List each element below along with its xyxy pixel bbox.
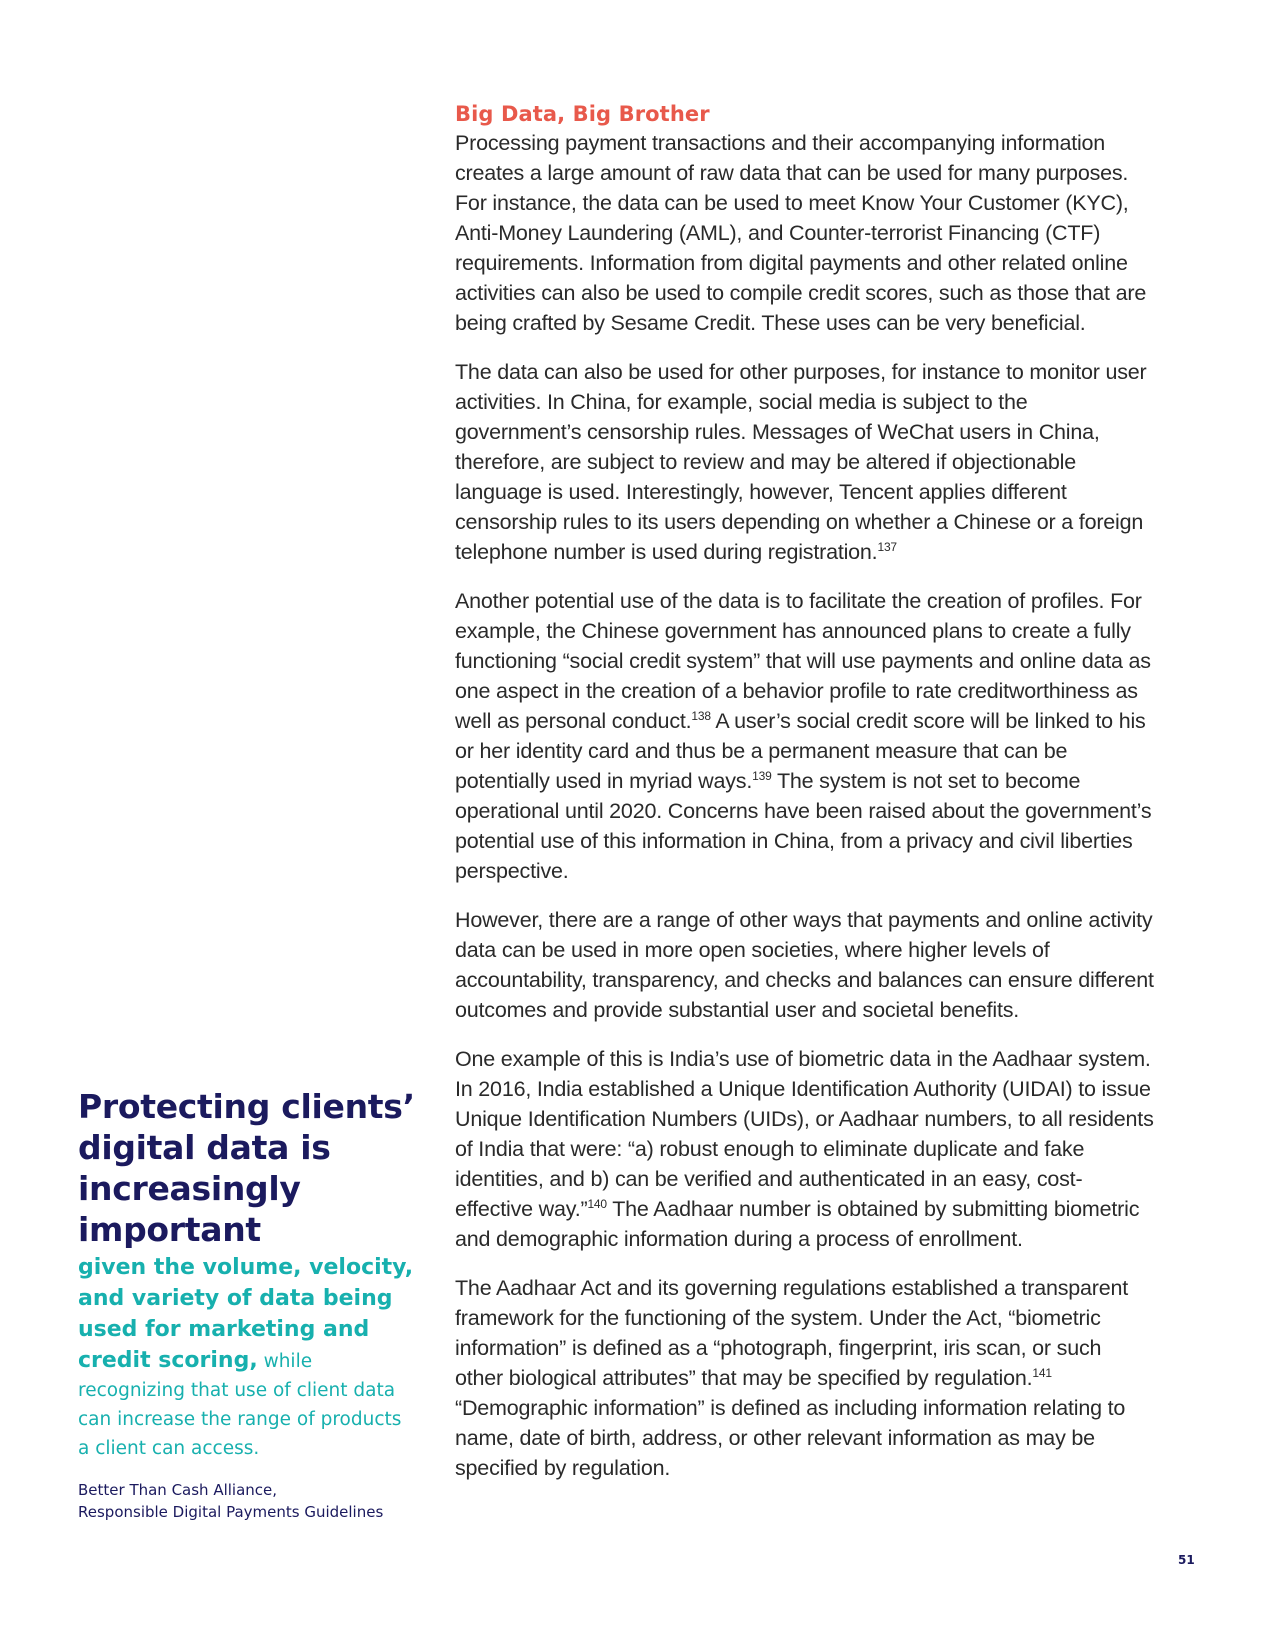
paragraph-text: Processing payment transactions and their accompanying information creates a large amount of raw data that can be used for many purposes. For instance, the data can be used to meet Know Your Customer (KYC), Anti-Money Laundering (AML), and Counter-terrorist Financing (CTF) requirements. Information from digital payments and other related online activities can also be used to compile credit scores, such as those that are being crafted by Sesame Credit. These uses can be very beneficial. <box>455 131 1147 335</box>
body-paragraph <box>455 586 1155 886</box>
body-paragraph <box>455 1273 1155 1483</box>
paragraph-text: One example of this is India’s use of biometric data in the Aadhaar system. In 2016, India established a Unique Identification Authority (UIDAI) to issue Unique Identification Numbers (UIDs), or Aadhaar numbers, to all residents of India that were: “a) robust enough to eliminate duplicate and fake identities, and b) can be verified and authenticated in an easy, cost-effective way.” <box>455 1047 1154 1221</box>
body-text <box>455 128 1155 1483</box>
paragraph-text: A user’s social credit score will be linked to his or her identity card and thus be a permanent measure that can be potentially used in myriad ways. <box>455 709 1146 793</box>
footnote-reference: 138 <box>691 708 711 723</box>
body-paragraph <box>455 905 1155 1025</box>
section-heading: Big Data, Big Brother <box>455 102 710 126</box>
footnote-reference: 141 <box>1032 1365 1052 1380</box>
pull-quote-attribution <box>78 1479 418 1523</box>
paragraph-text: Another potential use of the data is to facilitate the creation of profiles. For example, the Chinese government has announced plans to create a fully functioning “social credit system” that will use payments and online data as one aspect in the creation of a behavior profile to rate creditworthiness as well as personal conduct. <box>455 589 1151 733</box>
pull-quote-subtitle <box>78 1252 418 1463</box>
body-paragraph <box>455 1044 1155 1254</box>
page-number: 51 <box>1178 1553 1195 1567</box>
main-column <box>455 100 1155 1502</box>
paragraph-text: However, there are a range of other ways that payments and online activity data can be used in more open societies, where higher levels of accountability, transparency, and checks and balances can ensure different outcomes and provide substantial user and societal benefits. <box>455 908 1154 1022</box>
body-paragraph <box>455 128 1155 338</box>
attribution-source: Responsible Digital Payments Guidelines <box>78 1503 384 1521</box>
pull-quote-subtitle-bold: given the volume, velocity, and variety of data being used for marketing and credit scoring, <box>78 1255 414 1373</box>
paragraph-text: The Aadhaar number is obtained by submitting biometric and demographic information during a process of enrollment. <box>455 1197 1140 1251</box>
footnote-reference: 139 <box>752 768 772 783</box>
pull-quote <box>78 1086 418 1523</box>
body-paragraph <box>455 357 1155 567</box>
pull-quote-subtitle-normal: while recognizing that use of client data can increase the range of products a client can access. <box>78 1351 402 1459</box>
footnote-reference: 140 <box>587 1196 607 1211</box>
pull-quote-title: Protecting clients’ digital data is increasingly important <box>78 1087 415 1249</box>
paragraph-text: The Aadhaar Act and its governing regulations established a transparent framework for the functioning of the system. Under the Act, “biometric information” is defined as a “photograph, fingerprint, iris scan, or such other biological attributes” that may be specified by regulation. <box>455 1276 1129 1390</box>
paragraph-text: “Demographic information” is defined as including information relating to name, date of birth, address, or other relevant information as may be specified by regulation. <box>455 1396 1126 1480</box>
footnote-reference: 137 <box>877 539 897 554</box>
attribution-organization: Better Than Cash Alliance, <box>78 1481 278 1499</box>
paragraph-text: The system is not set to become operational until 2020. Concerns have been raised about the government’s potential use of this information in China, from a privacy and civil liberties perspective. <box>455 769 1152 883</box>
paragraph-text: The data can also be used for other purposes, for instance to monitor user activities. In China, for example, social media is subject to the government’s censorship rules. Messages of WeChat users in China, therefore, are subject to review and may be altered if objectionable language is used. Interestingly, however, Tencent applies different censorship rules to its users depending on whether a Chinese or a foreign telephone number is used during registration. <box>455 360 1147 564</box>
